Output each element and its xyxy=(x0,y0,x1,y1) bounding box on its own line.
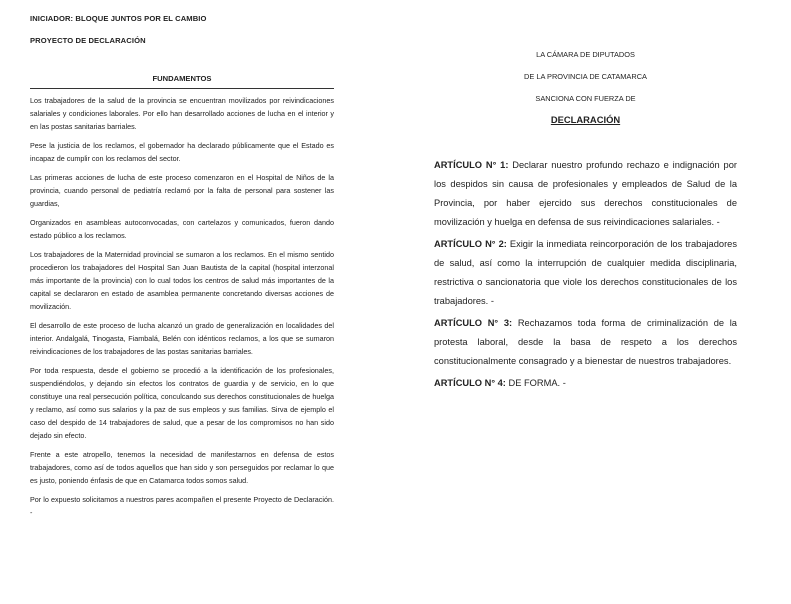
article-text: Rechazamos toda forma de criminalización de la protesta laboral, desde la basa de respeto a los derechos constitucionalmente consagrado y a bienestar de nuestros trabajadores. xyxy=(434,318,737,366)
left-column xyxy=(30,14,334,525)
article-2 xyxy=(434,235,737,311)
article-3 xyxy=(434,314,737,371)
article-label: ARTÍCULO N° 3: xyxy=(434,318,513,328)
fundamentos-paragraph: Pese la justicia de los reclamos, el gobernador ha declarado públicamente que el Estado es incapaz de cumplir con los reclamos del sector. xyxy=(30,141,334,163)
sanciona-line: SANCIONA CON FUERZA DE xyxy=(535,94,636,103)
article-text: Exigir la inmediata reincorporación de los trabajadores de salud, así como la interrupción de cualquier medida disciplinaria, restrictiva o sancionatoria que viole los derechos constitucionales de los trabajadores. - xyxy=(434,239,737,306)
fundamentos-paragraph: Organizados en asambleas autoconvocadas, con cartelazos y comunicados, fueron dando estado público a los reclamos. xyxy=(30,218,334,240)
fundamentos-paragraph: Los trabajadores de la Maternidad provincial se sumaron a los reclamos. En el mismo sentido procedieron los trabajadores del Hospital San Juan Bautista de la capital (hospital interzonal más importante de la provincia) con lo cual todos los centros de salud más importantes de la capital se declararon en estado de asamblea permanente concretando diversas acciones de movilización. xyxy=(30,250,334,311)
fundamentos-paragraph: Las primeras acciones de lucha de este proceso comenzaron en el Hospital de Niños de la provincia, cuando personal de pediatría reclamó por la falta de personal para sostener las guardias, xyxy=(30,173,334,208)
project-type-line: PROYECTO DE DECLARACIÓN xyxy=(30,36,146,45)
article-label: ARTÍCULO N° 2: xyxy=(434,239,507,249)
initiator-line: INICIADOR: BLOQUE JUNTOS POR EL CAMBIO xyxy=(30,14,207,23)
fundamentos-paragraph: Por toda respuesta, desde el gobierno se procedió a la identificación de los profesionales, suspendiéndolos, y dejando sin efectos los contratos de guardia y de servicio, en lo que constituye una real persecución política, conculcando sus derechos constitucionales de huelga y reclamo, así como sus salarios y la paz de sus empleos y sus familias. Sirva de ejemplo el caso del despido de 14 trabajadores de salud, que a pesar de los compromisos no han sido dejado sin efecto. xyxy=(30,366,334,440)
article-text: Declarar nuestro profundo rechazo e indignación por los despidos sin causa de profesionales y empleados de Salud de la Provincia, por haber ejercido sus derechos constitucionales de movilización y huelga en defensa de sus reivindicaciones salariales. - xyxy=(434,160,737,227)
provincia-line: DE LA PROVINCIA DE CATAMARCA xyxy=(524,72,647,81)
fundamentos-paragraph: Frente a este atropello, tenemos la necesidad de manifestarnos en defensa de estos trabajadores, como así de todos aquellos que han sido y son perseguidos por reclamar lo que es justo, poniendo énfasis de que en Catamarca todos somos salud. xyxy=(30,450,334,485)
fundamentos-divider xyxy=(30,88,334,89)
fundamentos-title: FUNDAMENTOS xyxy=(152,74,212,83)
right-column xyxy=(434,50,737,396)
fundamentos-paragraph: El desarrollo de este proceso de lucha alcanzó un grado de generalización en localidades del interior. Andalgalá, Tinogasta, Fiambalá, Belén con idénticos reclamos, a los que se sumaron reivindicaciones de los trabajadores de las postas sanitarias barriales. xyxy=(30,321,334,356)
article-text: DE FORMA. - xyxy=(505,378,566,388)
fundamentos-paragraph: Por lo expuesto solicitamos a nuestros pares acompañen el presente Proyecto de Declaración. - xyxy=(30,495,334,517)
declaracion-heading: DECLARACIÓN xyxy=(550,114,621,125)
article-label: ARTÍCULO N° 1: xyxy=(434,160,509,170)
article-1 xyxy=(434,156,737,232)
fundamentos-paragraph: Los trabajadores de la salud de la provincia se encuentran movilizados por reivindicaciones salariales y condiciones laborales. Por ello han desarrollado acciones de lucha en el interior y en las postas sanitarias barriales. xyxy=(30,96,334,131)
camara-line: LA CÁMARA DE DIPUTADOS xyxy=(536,50,635,59)
article-label: ARTÍCULO N° 4: xyxy=(434,378,506,388)
article-4 xyxy=(434,374,737,393)
